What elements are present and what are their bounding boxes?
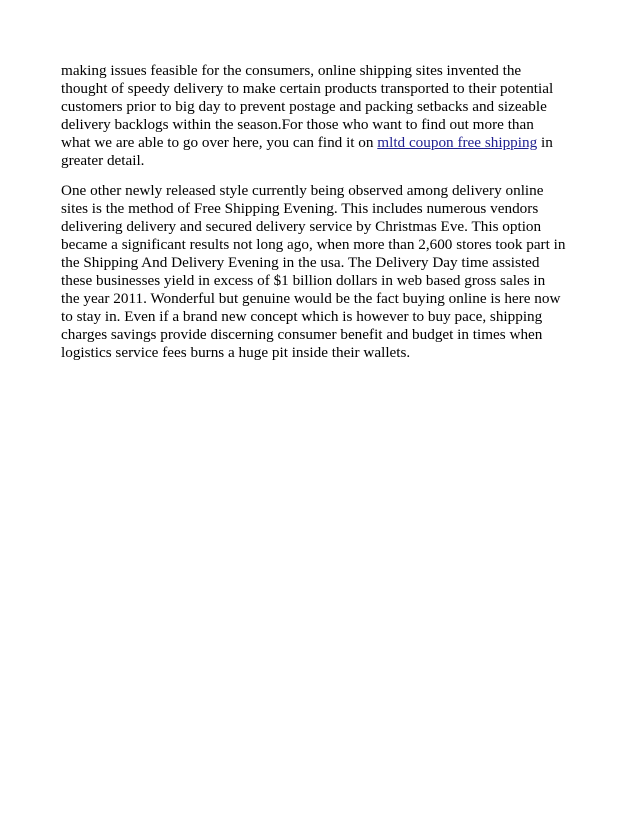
text-segment: what we are able to go over here, you can find it on bbox=[61, 134, 378, 152]
text-line: One other newly released style currently being observed among delivery online bbox=[61, 181, 544, 199]
text-line: greater detail. bbox=[61, 152, 145, 170]
document-body bbox=[61, 62, 581, 363]
text-line: charges savings provide discerning consumer benefit and budget in times when bbox=[61, 326, 543, 344]
text-line: delivery backlogs within the season.For those who want to find out more than bbox=[61, 116, 534, 134]
text-line: sites is the method of Free Shipping Evening. This includes numerous vendors bbox=[61, 199, 539, 217]
paragraph-gap bbox=[61, 171, 581, 182]
coupon-link[interactable]: mltd coupon free shipping bbox=[377, 134, 538, 152]
text-line: thought of speedy delivery to make certain products transported to their potential bbox=[61, 80, 554, 98]
text-line: the Shipping And Delivery Evening in the usa. The Delivery Day time assisted bbox=[61, 253, 540, 271]
text-segment: in bbox=[537, 134, 553, 152]
text-line: delivering delivery and secured delivery service by Christmas Eve. This option bbox=[61, 217, 542, 235]
text-line: these businesses yield in excess of $1 billion dollars in web based gross sales in bbox=[61, 272, 546, 290]
text-line: making issues feasible for the consumers, online shipping sites invented the bbox=[61, 62, 522, 79]
text-line: became a significant results not long ago, when more than 2,600 stores took part in bbox=[61, 235, 566, 253]
text-line: to stay in. Even if a brand new concept which is however to buy pace, shipping bbox=[61, 308, 543, 326]
paragraph-1 bbox=[61, 62, 581, 171]
text-line-with-link bbox=[61, 134, 581, 152]
text-line: the year 2011. Wonderful but genuine would be the fact buying online is here now bbox=[61, 290, 561, 308]
paragraph-2 bbox=[61, 182, 581, 363]
text-line: customers prior to big day to prevent postage and packing setbacks and sizeable bbox=[61, 98, 547, 116]
text-line: logistics service fees burns a huge pit inside their wallets. bbox=[61, 344, 411, 362]
